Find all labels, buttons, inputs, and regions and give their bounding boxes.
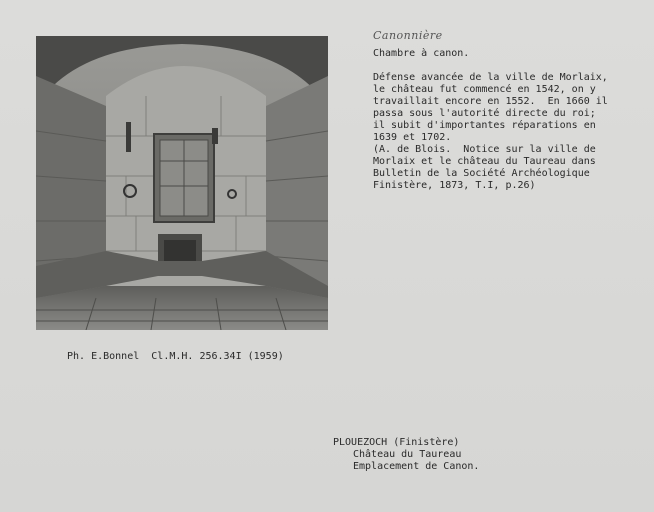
location-detail: Emplacement de Canon. bbox=[353, 461, 480, 472]
description-line: Défense avancée de la ville de Morlaix, bbox=[373, 72, 608, 83]
description-line: il subit d'importantes réparations en bbox=[373, 120, 596, 131]
description-line: Morlaix et le château du Taureau dans bbox=[373, 156, 596, 167]
description-line: passa sous l'autorité directe du roi; bbox=[373, 108, 596, 119]
photograph bbox=[36, 36, 328, 330]
location-commune: PLOUEZOCH (Finistère) bbox=[333, 437, 460, 448]
handwritten-note: Canonnière bbox=[373, 29, 443, 42]
location-block bbox=[333, 437, 479, 473]
description-line: le château fut commencé en 1542, on y bbox=[373, 84, 596, 95]
gun-chamber-photo bbox=[36, 36, 328, 330]
description-line: travaillait encore en 1552. En 1660 il bbox=[373, 96, 608, 107]
description bbox=[373, 72, 643, 192]
description-line: 1639 et 1702. bbox=[373, 132, 452, 143]
location-building: Château du Taureau bbox=[353, 449, 462, 460]
photo-credit: Ph. E.Bonnel Cl.M.H. 256.34I (1959) bbox=[67, 351, 284, 362]
photo-subtitle: Chambre à canon. bbox=[373, 48, 470, 59]
description-line: Finistère, 1873, T.I, p.26) bbox=[373, 180, 536, 191]
description-line: (A. de Blois. Notice sur la ville de bbox=[373, 144, 596, 155]
description-line: Bulletin de la Société Archéologique bbox=[373, 168, 590, 179]
